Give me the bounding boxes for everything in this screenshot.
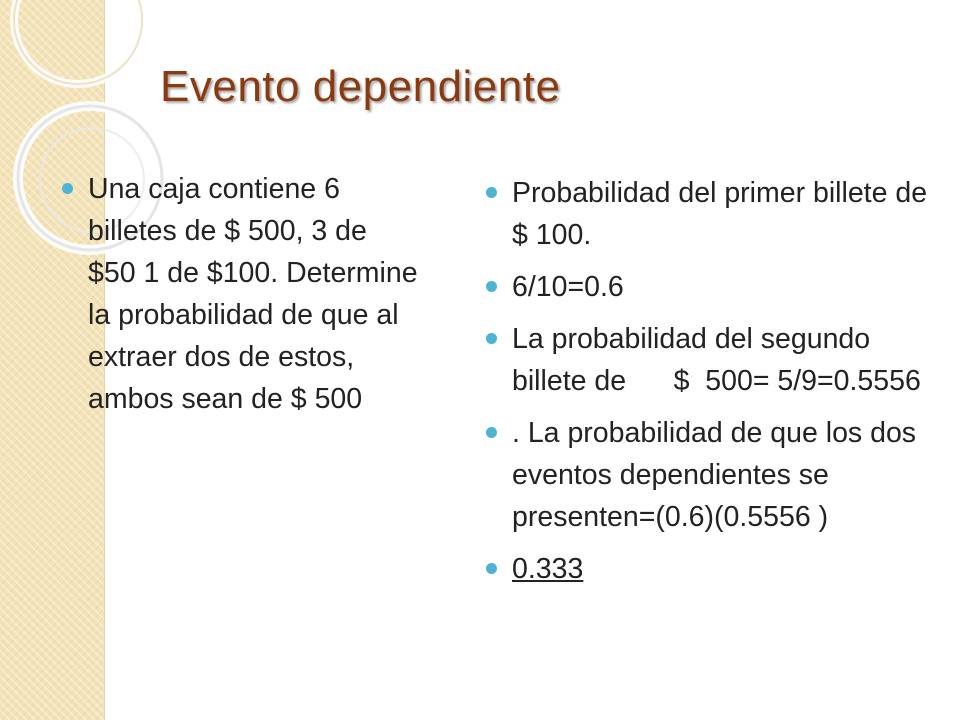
bullet-text: 6/10=0.6 [512,271,624,303]
right-bullet-list [484,172,950,600]
slide-title: Evento dependiente [160,62,561,111]
bullet-dot-icon [486,187,497,198]
bullet-text: La probabilidad del segundo billete de $ 500= 5/9=0.5556 [512,323,921,397]
bullet-item [484,548,950,590]
bullet-text: . La probabilidad de que los dos eventos dependientes se presenten=(0.6)(0.5556 ) [512,417,917,533]
bullet-dot-icon [486,427,497,438]
bullet-text: Probabilidad del primer billete de $ 100. [512,177,928,251]
bullet-item [484,412,950,538]
bullet-item [484,318,950,402]
bullet-item [484,266,950,308]
bullet-item [484,172,950,256]
bullet-item [60,168,420,420]
bullet-dot-icon [486,333,497,344]
bullet-dot-icon [486,281,497,292]
result-value: 0.333 [512,553,584,585]
bullet-text: Una caja contiene 6 billetes de $ 500, 3 de $50 1 de $100. Determine la probabilidad de que al extraer dos de estos, ambos sean de $ 500 [88,173,418,415]
bullet-dot-icon [62,183,73,194]
bullet-dot-icon [486,563,497,574]
left-bullet-list [60,168,420,430]
